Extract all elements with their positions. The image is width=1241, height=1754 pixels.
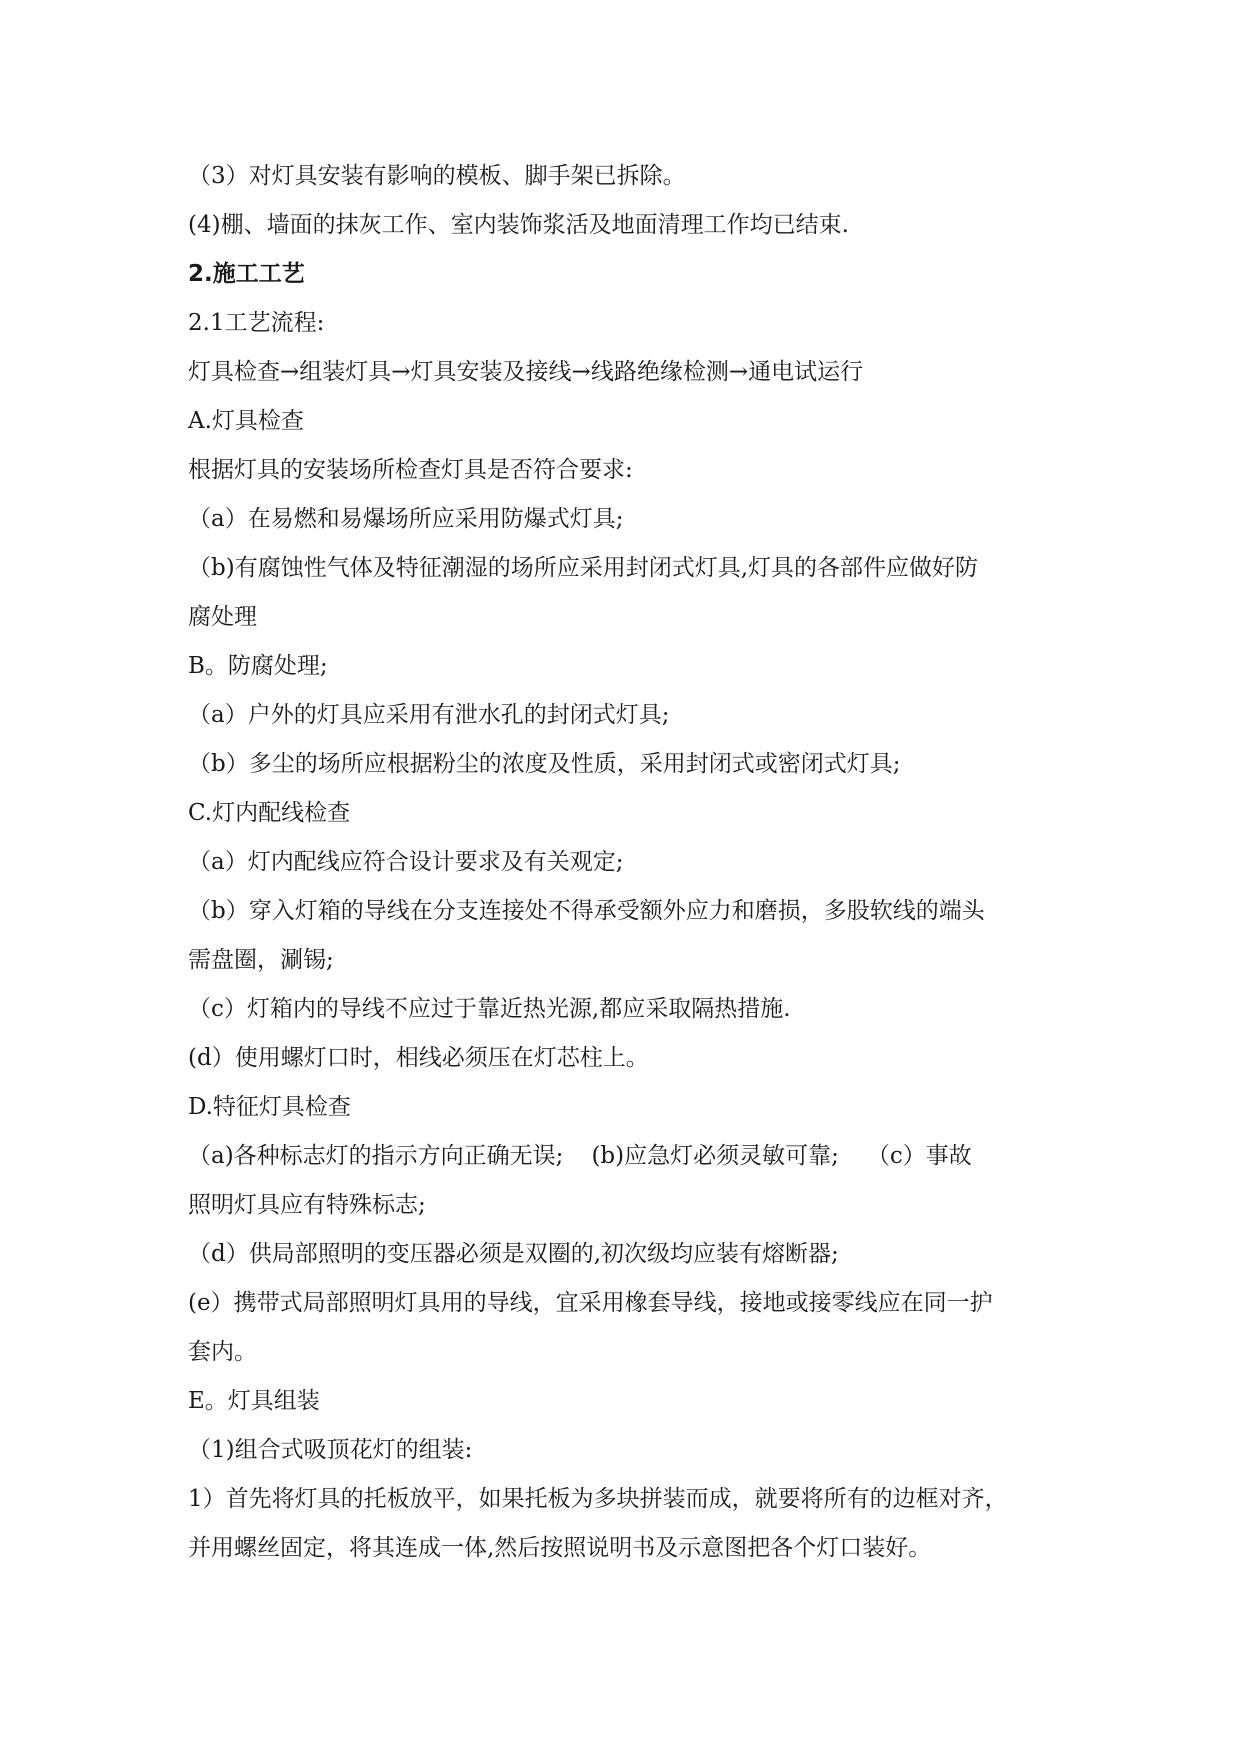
list-item-b-dusty: （b）多尘的场所应根据粉尘的浓度及性质，采用封闭式或密闭式灯具;: [188, 751, 901, 777]
list-item-1-ceiling-lamp: （1)组合式吸顶花灯的组装:: [188, 1437, 473, 1463]
list-item-b-wire-branch-line1: （b）穿入灯箱的导线在分支连接处不得承受额外应力和磨损，多股软线的端头: [188, 898, 985, 924]
list-item-special-lamps-line1: [188, 1132, 1068, 1181]
list-item-b-wire-branch-line2: 需盘圈，涮锡;: [188, 947, 334, 973]
list-item-special-lamps-line2: 照明灯具应有特殊标志;: [188, 1192, 426, 1218]
step-1-line2: 并用螺丝固定，将其连成一体,然后按照说明书及示意图把各个灯口装好。: [188, 1535, 932, 1561]
process-flow-steps: 灯具检查→组装灯具→灯具安装及接线→线路绝缘检测→通电试运行: [188, 359, 864, 385]
list-item-b-emergency-lamps: (b)应急灯必须灵敏可靠;: [591, 1143, 839, 1169]
list-item-e-portable-line1: (e）携带式局部照明灯具用的导线，宜采用橡套导线，接地或接零线应在同一护: [188, 1290, 993, 1316]
list-item-c-accident-lighting: （c）事故: [866, 1143, 972, 1169]
document-body: [188, 152, 1068, 1573]
section-heading-construction-process: 2.施工工艺: [188, 261, 305, 287]
item-heading-d-special-lamps: D.特征灯具检查: [188, 1094, 351, 1120]
list-item-d-screw-socket: (d）使用螺灯口时，相线必须压在灯芯柱上。: [188, 1045, 649, 1071]
paragraph-condition-4: (4)棚、墙面的抹灰工作、室内装饰浆活及地面清理工作均已结束.: [188, 212, 849, 238]
paragraph-condition-3: （3）对灯具安装有影响的模板、脚手架已拆除。: [188, 163, 686, 189]
list-item-a-outdoor: （a）户外的灯具应采用有泄水孔的封闭式灯具;: [188, 702, 670, 728]
list-item-a-sign-lamps: （a)各种标志灯的指示方向正确无误;: [188, 1143, 564, 1169]
list-item-a-explosion-proof: （a）在易燃和易爆场所应采用防爆式灯具;: [188, 506, 624, 532]
item-heading-a-lamp-inspection: A.灯具检查: [188, 408, 304, 434]
list-item-a-wiring-design: （a）灯内配线应符合设计要求及有关观定;: [188, 849, 624, 875]
item-heading-e-lamp-assembly: E。灯具组装: [188, 1388, 320, 1414]
step-1-line1: 1）首先将灯具的托板放平，如果托板为多块拼装而成，就要将所有的边框对齐，: [188, 1486, 1008, 1512]
list-item-b-corrosive-line1: （b)有腐蚀性气体及特征潮湿的场所应采用封闭式灯具,灯具的各部件应做好防: [188, 555, 979, 581]
paragraph-inspection-intro: 根据灯具的安装场所检查灯具是否符合要求:: [188, 457, 633, 483]
list-item-c-heat-insulation: （c）灯箱内的导线不应过于靠近热光源,都应采取隔热措施.: [188, 996, 791, 1022]
subsection-process-flow: 2.1工艺流程:: [188, 310, 325, 336]
item-heading-c-wiring-inspection: C.灯内配线检查: [188, 800, 351, 826]
list-item-e-portable-line2: 套内。: [188, 1339, 257, 1365]
list-item-d-transformer: （d）供局部照明的变压器必须是双圈的,初次级均应装有熔断器;: [188, 1241, 839, 1267]
list-item-b-corrosive-line2: 腐处理: [188, 604, 257, 630]
item-heading-b-anticorrosion: B。防腐处理;: [188, 653, 328, 679]
